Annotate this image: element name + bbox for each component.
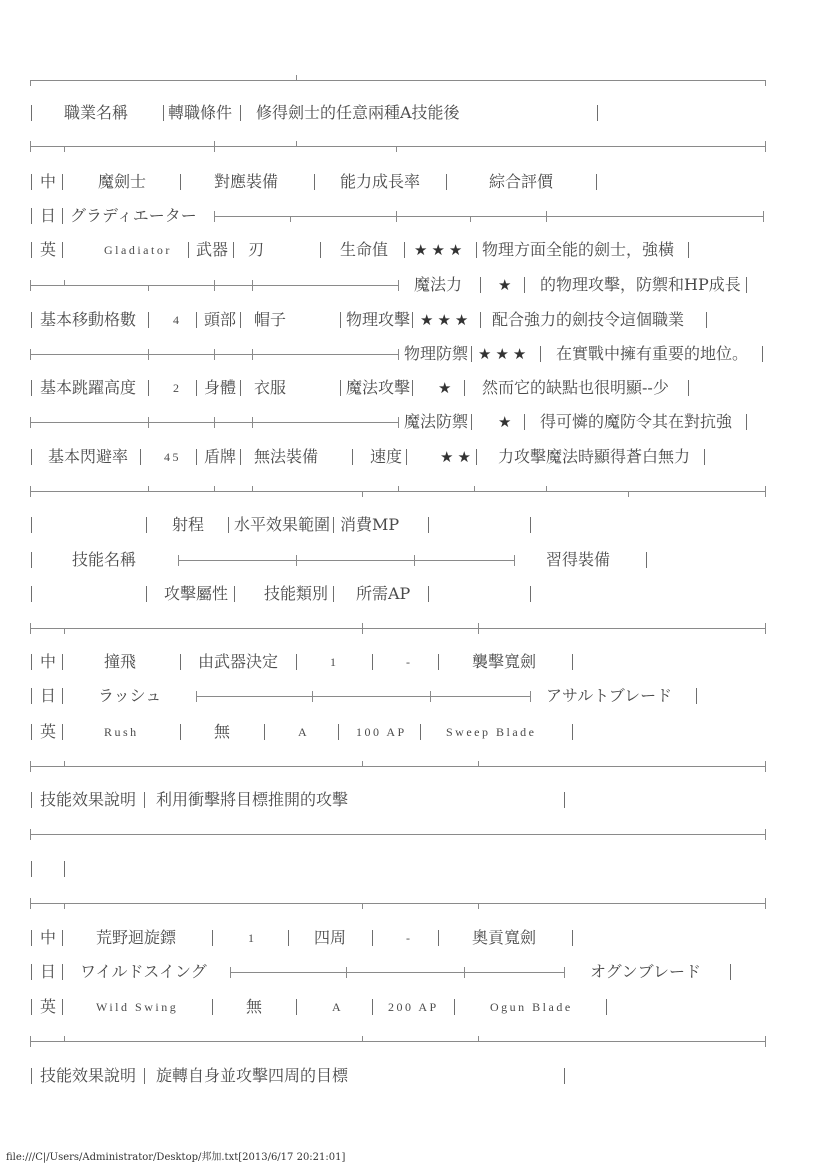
evaluation-label: 綜合評價 <box>489 172 554 191</box>
skill-name-zh: 撞飛 <box>104 652 137 671</box>
rule-tick <box>464 967 465 978</box>
rule-tick <box>765 898 766 909</box>
cell-separator <box>340 312 341 328</box>
growth-stat: 魔法力 <box>414 275 463 294</box>
table-rule <box>30 903 766 904</box>
rule-tick <box>362 491 363 497</box>
cell-separator <box>730 964 731 980</box>
evaluation-line: 力攻擊魔法時顯得蒼白無力 <box>498 447 691 466</box>
rule-tick <box>30 761 31 772</box>
base-stat-value: 2 <box>173 381 182 395</box>
rule-tick <box>362 623 363 634</box>
rule-tick <box>763 211 764 222</box>
growth-stat: 物理攻擊 <box>346 310 411 329</box>
cell-separator <box>31 724 32 740</box>
evaluation-line: 的物理攻擊，防禦和HP成長 <box>540 275 741 294</box>
cell-separator <box>412 312 413 328</box>
learn-equipment-label: 習得裝備 <box>546 550 611 569</box>
cell-separator <box>180 174 181 190</box>
skill-equip-zh: 襲擊寬劍 <box>472 652 537 671</box>
cell-separator <box>240 312 241 328</box>
mp-label: 消費MP <box>340 515 400 534</box>
rule-tick <box>478 903 479 909</box>
rule-tick <box>765 829 766 840</box>
rule-tick <box>478 761 479 767</box>
cell-separator <box>31 930 32 946</box>
rule-tick <box>765 761 766 772</box>
lang-ja-label: 日 <box>40 686 57 705</box>
rule-tick <box>362 1036 363 1042</box>
cell-separator <box>646 552 647 568</box>
equip-item: 衣服 <box>254 378 287 397</box>
table-rule <box>30 834 766 835</box>
rule-tick <box>290 216 291 222</box>
cell-separator <box>688 380 689 396</box>
cell-separator <box>62 930 63 946</box>
cell-separator <box>572 930 573 946</box>
skill-element: 無 <box>214 722 231 741</box>
lang-ja-label: 日 <box>40 206 57 225</box>
cell-separator <box>31 552 32 568</box>
evaluation-line: 然而它的缺點也很明顯--少 <box>482 378 669 397</box>
rule-tick <box>214 141 215 152</box>
rule-tick <box>214 211 215 222</box>
cell-separator <box>746 414 747 430</box>
base-stat-row <box>0 378 826 398</box>
growth-rating: ★★★ <box>478 345 531 363</box>
rule-tick <box>312 691 313 702</box>
rule-tick <box>478 1036 479 1042</box>
rule-tick <box>64 1036 65 1042</box>
cell-separator <box>31 1068 32 1084</box>
growth-stat: 物理防禦 <box>404 344 469 363</box>
lang-zh-label: 中 <box>40 172 57 191</box>
rule-tick <box>230 967 231 978</box>
cell-separator <box>62 174 63 190</box>
growth-stat: 速度 <box>370 447 403 466</box>
evaluation-line: 配合強力的劍技令這個職業 <box>492 310 685 329</box>
range-label: 射程 <box>172 515 205 534</box>
cell-separator <box>31 105 32 121</box>
skill-mp: - <box>406 931 413 945</box>
rule-tick <box>30 898 31 909</box>
skill-zh-row <box>0 928 826 948</box>
growth-stat: 生命值 <box>340 240 389 259</box>
cell-separator <box>333 517 334 533</box>
rule-tick <box>546 486 547 492</box>
rule-tick <box>64 903 65 909</box>
rule-tick <box>396 146 397 152</box>
lang-en-label: 英 <box>40 722 57 741</box>
cell-separator <box>530 586 531 602</box>
cell-separator <box>62 688 63 704</box>
cell-separator <box>296 654 297 670</box>
cell-separator <box>696 688 697 704</box>
cell-separator <box>480 277 481 293</box>
cell-separator <box>438 654 439 670</box>
base-stat-value: 45 <box>164 450 181 464</box>
cell-separator <box>240 449 241 465</box>
cell-separator <box>464 380 465 396</box>
cell-separator <box>31 380 32 396</box>
rule-tick <box>765 1036 766 1047</box>
rule-tick <box>196 691 197 702</box>
rule-tick <box>30 349 31 360</box>
skill-element: 無 <box>246 997 263 1016</box>
rule-tick <box>30 486 31 497</box>
cell-separator <box>31 242 32 258</box>
equip-slot: 盾牌 <box>204 447 237 466</box>
cell-separator <box>572 654 573 670</box>
skill-equip-en: Sweep Blade <box>446 725 537 739</box>
cell-separator <box>196 380 197 396</box>
rule-tick <box>214 417 215 428</box>
cell-separator <box>31 174 32 190</box>
growth-stat: 魔法防禦 <box>404 412 469 431</box>
cell-separator <box>404 242 405 258</box>
skill-effect-row <box>0 1066 826 1086</box>
skill-type: A <box>298 725 310 739</box>
table-rule <box>30 766 766 767</box>
rule-tick <box>430 691 431 702</box>
rule-tick <box>296 75 297 81</box>
cell-separator <box>420 724 421 740</box>
skill-en-row <box>0 722 826 742</box>
class-zh-row <box>0 172 826 192</box>
table-rule <box>178 560 515 561</box>
rule-tick <box>414 555 415 566</box>
rule-tick <box>396 211 397 222</box>
evaluation-line: 物理方面全能的劍士，強橫 <box>482 240 675 259</box>
rule-tick <box>514 555 515 566</box>
evaluation-line: 在實戰中擁有重要的地位。 <box>556 344 749 363</box>
cell-separator <box>540 346 541 362</box>
rule-tick <box>765 80 766 86</box>
cell-separator <box>62 724 63 740</box>
rule-tick <box>470 216 471 222</box>
cell-separator <box>163 105 164 121</box>
cell-separator <box>412 380 413 396</box>
rule-tick <box>30 623 31 634</box>
cell-separator <box>233 242 234 258</box>
cell-separator <box>524 414 525 430</box>
skill-effect-row <box>0 790 826 810</box>
cell-separator <box>31 688 32 704</box>
skill-ap: 200 AP <box>388 1000 439 1014</box>
rule-tick <box>30 829 31 840</box>
cell-separator <box>144 792 145 808</box>
lang-zh-label: 中 <box>40 652 57 671</box>
rule-tick <box>252 417 253 428</box>
cell-separator <box>62 208 63 224</box>
change-condition: 修得劍士的任意兩種A技能後 <box>256 103 460 122</box>
cell-separator <box>454 999 455 1015</box>
cell-separator <box>62 654 63 670</box>
growth-rating: ★★★ <box>414 241 467 259</box>
cell-separator <box>288 930 289 946</box>
cell-separator <box>188 242 189 258</box>
rule-tick <box>64 146 65 152</box>
cell-separator <box>524 277 525 293</box>
skill-header-row <box>0 584 826 604</box>
skill-range: 由武器決定 <box>198 652 279 671</box>
table-rule <box>214 216 764 217</box>
cell-separator <box>572 724 573 740</box>
cell-separator <box>428 586 429 602</box>
job-row <box>0 103 826 123</box>
rule-tick <box>30 280 31 291</box>
rule-tick <box>474 486 475 492</box>
base-stat-label: 基本閃避率 <box>48 447 129 466</box>
cell-separator <box>352 449 353 465</box>
base-stat-label: 基本跳躍高度 <box>40 378 137 397</box>
table-rule <box>30 1041 766 1042</box>
ap-label: 所需AP <box>356 584 411 603</box>
cell-separator <box>372 999 373 1015</box>
cell-separator <box>62 964 63 980</box>
cell-separator <box>64 861 65 877</box>
rule-tick <box>214 486 215 492</box>
cell-separator <box>31 449 32 465</box>
rule-tick <box>148 486 149 492</box>
skill-name-ja: ワイルドスイング <box>80 962 207 981</box>
skill-equip-ja: オグンブレード <box>590 962 702 981</box>
lang-zh-label: 中 <box>40 928 57 947</box>
skill-name-label: 技能名稱 <box>72 550 137 569</box>
cell-separator <box>704 449 705 465</box>
evaluation-line: 得可憐的魔防令其在對抗強 <box>540 412 733 431</box>
cell-separator <box>476 242 477 258</box>
skill-equip-zh: 奧貢寬劍 <box>472 928 537 947</box>
growth-label: 能力成長率 <box>340 172 421 191</box>
lang-en-label: 英 <box>40 240 57 259</box>
cell-separator <box>212 999 213 1015</box>
cell-separator <box>706 312 707 328</box>
rule-tick <box>362 761 363 767</box>
skill-name-zh: 荒野迴旋鏢 <box>96 928 177 947</box>
rule-tick <box>214 349 215 360</box>
growth-rating: ★★ <box>440 448 475 466</box>
cell-separator <box>314 174 315 190</box>
rule-tick <box>296 141 297 147</box>
rule-tick <box>252 349 253 360</box>
table-rule <box>230 972 565 973</box>
skill-equip-en: Ogun Blade <box>490 1000 573 1014</box>
skill-zh-row <box>0 652 826 672</box>
skill-effect-label: 技能效果說明 <box>40 790 137 809</box>
cell-separator <box>372 930 373 946</box>
skill-name-ja: ラッシュ <box>98 686 162 705</box>
skill-area: 四周 <box>314 928 347 947</box>
rule-tick <box>214 280 215 291</box>
cell-separator <box>31 861 32 877</box>
cell-separator <box>240 380 241 396</box>
cell-separator <box>596 174 597 190</box>
cell-separator <box>31 517 32 533</box>
cell-separator <box>212 930 213 946</box>
cell-separator <box>372 654 373 670</box>
cell-separator <box>428 517 429 533</box>
rule-tick <box>252 486 253 492</box>
rule-tick <box>30 417 31 428</box>
equip-item: 無法裝備 <box>254 447 319 466</box>
rule-tick <box>64 761 65 767</box>
cell-separator <box>564 1068 565 1084</box>
cell-separator <box>340 380 341 396</box>
growth-stat: 魔法攻擊 <box>346 378 411 397</box>
growth-rating: ★ <box>438 379 456 397</box>
equip-slot: 頭部 <box>204 310 237 329</box>
cell-separator <box>333 586 334 602</box>
growth-rating: ★ <box>498 413 516 431</box>
print-footer-source: file:///C|/Users/Administrator/Desktop/邦加.txt[2013/6/17 20:21:01] <box>6 1152 346 1163</box>
cell-separator <box>62 242 63 258</box>
equipment-label: 對應裝備 <box>214 172 279 191</box>
table-rule <box>196 696 531 697</box>
cell-separator <box>746 277 747 293</box>
rule-tick <box>30 1036 31 1047</box>
skill-ap: 100 AP <box>356 725 407 739</box>
rule-tick <box>148 417 149 428</box>
cell-separator <box>471 414 472 430</box>
cell-separator <box>31 654 32 670</box>
equip-item: 刃 <box>248 240 265 259</box>
cell-separator <box>606 999 607 1015</box>
cell-separator <box>762 346 763 362</box>
cell-separator <box>146 517 147 533</box>
cell-separator <box>31 964 32 980</box>
skill-effect-label: 技能效果說明 <box>40 1066 137 1085</box>
skill-effect: 利用衝擊將目標推開的攻擊 <box>156 790 349 809</box>
rule-tick <box>30 141 31 152</box>
rule-tick <box>546 211 547 222</box>
rule-tick <box>765 486 766 497</box>
skill-name-en: Wild Swing <box>96 1000 179 1014</box>
rule-tick <box>30 80 31 86</box>
rule-tick <box>64 628 65 634</box>
growth-rating: ★★★ <box>420 311 473 329</box>
cell-separator <box>476 449 477 465</box>
rule-tick <box>296 555 297 566</box>
skill-type: A <box>332 1000 344 1014</box>
cell-separator <box>406 449 407 465</box>
cell-separator <box>264 724 265 740</box>
cell-separator <box>31 312 32 328</box>
equip-slot: 身體 <box>204 378 237 397</box>
cell-separator <box>338 724 339 740</box>
skill-header-row <box>0 515 826 535</box>
rule-tick <box>398 280 399 291</box>
table-rule <box>30 146 766 147</box>
cell-separator <box>31 999 32 1015</box>
cell-separator <box>148 312 149 328</box>
cell-separator <box>31 208 32 224</box>
change-condition-label: 轉職條件 <box>168 103 233 122</box>
cell-separator <box>180 724 181 740</box>
base-stat-row <box>0 310 826 330</box>
rule-tick <box>64 280 65 286</box>
element-label: 攻擊屬性 <box>164 584 229 603</box>
job-name-label: 職業名稱 <box>64 103 129 122</box>
cell-separator <box>320 242 321 258</box>
rule-tick <box>564 967 565 978</box>
cell-separator <box>228 517 229 533</box>
cell-separator <box>180 654 181 670</box>
table-rule <box>30 628 766 629</box>
skill-en-row <box>0 997 826 1017</box>
rule-tick <box>765 141 766 152</box>
rule-tick <box>148 285 149 291</box>
base-stat-row <box>0 447 826 467</box>
base-stat-label: 基本移動格數 <box>40 310 137 329</box>
cell-separator <box>296 999 297 1015</box>
skill-name-en: Rush <box>104 725 139 739</box>
class-name-ja: グラディエーター <box>70 206 197 225</box>
equip-item: 帽子 <box>254 310 287 329</box>
class-name-en: Gladiator <box>104 243 172 257</box>
cell-separator <box>471 346 472 362</box>
skill-range: 1 <box>248 931 257 945</box>
rule-tick <box>478 623 479 634</box>
skill-equip-ja: アサルトブレード <box>546 686 673 705</box>
rule-tick <box>148 349 149 360</box>
cell-separator <box>31 586 32 602</box>
cell-separator <box>148 380 149 396</box>
base-stat-value: 4 <box>173 313 182 327</box>
rule-tick <box>398 486 399 492</box>
cell-separator <box>597 105 598 121</box>
lang-en-label: 英 <box>40 997 57 1016</box>
skill-effect: 旋轉自身並攻擊四周的目標 <box>156 1066 349 1085</box>
cell-separator <box>446 174 447 190</box>
lang-ja-label: 日 <box>40 962 57 981</box>
cell-separator <box>234 586 235 602</box>
rule-tick <box>178 555 179 566</box>
cell-separator <box>196 312 197 328</box>
rule-tick <box>346 967 347 978</box>
cell-separator <box>62 999 63 1015</box>
equip-slot: 武器 <box>196 240 229 259</box>
cell-separator <box>530 517 531 533</box>
rule-tick <box>765 623 766 634</box>
cell-separator <box>140 449 141 465</box>
cell-separator <box>438 930 439 946</box>
class-en-row <box>0 240 826 260</box>
cell-separator <box>564 792 565 808</box>
cell-separator <box>196 449 197 465</box>
cell-separator <box>146 586 147 602</box>
cell-separator <box>688 242 689 258</box>
cell-separator <box>240 105 241 121</box>
area-label: 水平效果範圍 <box>234 515 331 534</box>
rule-tick <box>252 280 253 291</box>
growth-rating: ★ <box>498 276 516 294</box>
skill-type-label: 技能類別 <box>264 584 329 603</box>
cell-separator <box>480 312 481 328</box>
rule-tick <box>530 691 531 702</box>
cell-separator <box>31 792 32 808</box>
class-name-zh: 魔劍士 <box>98 172 147 191</box>
table-rule <box>30 80 766 81</box>
cell-separator <box>144 1068 145 1084</box>
rule-tick <box>628 491 629 497</box>
skill-mp: - <box>406 655 413 669</box>
skill-area: 1 <box>330 655 339 669</box>
rule-tick <box>362 903 363 909</box>
rule-tick <box>398 349 399 360</box>
rule-tick <box>398 417 399 428</box>
